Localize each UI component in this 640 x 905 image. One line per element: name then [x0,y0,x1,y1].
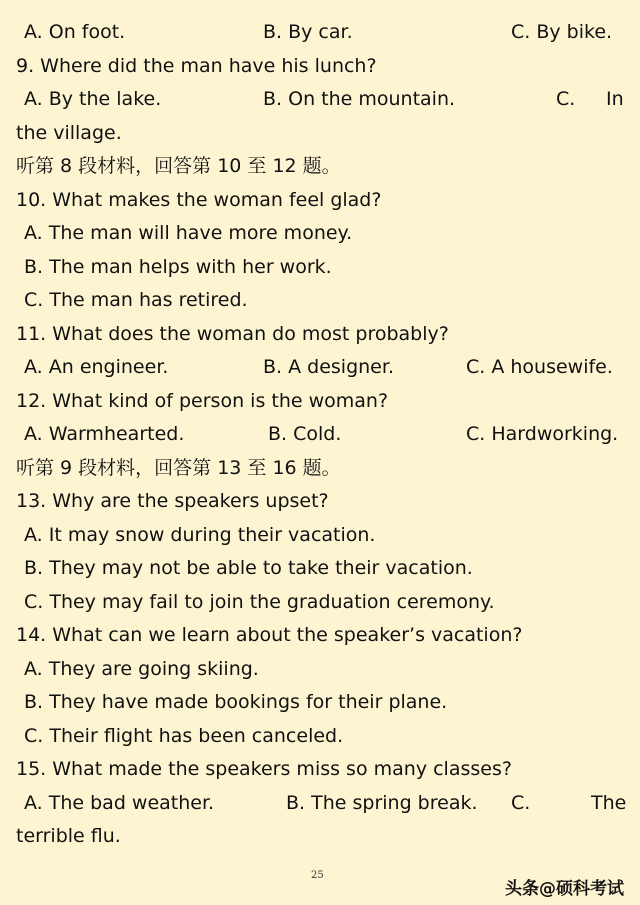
option-b: B. The man helps with her work. [24,255,332,278]
option-line [0,686,640,720]
option-c: C. Their flight has been canceled. [24,724,344,747]
question-12 [0,385,640,419]
question-text: 11. What does the woman do most probably? [16,322,449,345]
options-row-q15 [0,787,640,821]
option-a: A. The man will have more money. [24,222,353,244]
option-c-word: The [591,791,627,814]
section-text: 听第 8 段材料，回答第 10 至 12 题。 [16,155,341,177]
options-row-q9 [0,83,640,117]
question-13 [0,485,640,519]
option-c: C. They may fail to join the graduation ceremony. [24,590,495,613]
page-number: 25 [311,870,324,881]
question-9 [0,50,640,84]
question-text: 14. What can we learn about the speaker’s vacation? [16,624,523,646]
option-line [0,284,640,318]
options-row-q11 [0,351,640,385]
question-text: 10. What makes the woman feel glad? [16,188,382,211]
question-text: 12. What kind of person is the woman? [16,389,389,412]
option-c: C. A housewife. [466,356,613,378]
options-row-q12 [0,418,640,452]
section-heading-8 [0,150,640,184]
option-line [0,519,640,553]
option-a: A. They are going skiing. [24,657,259,680]
section-text: 听第 9 段材料，回答第 13 至 16 题。 [16,456,341,479]
question-11 [0,318,640,352]
option-a: A. It may snow during their vacation. [24,523,376,546]
watermark: 头条@硕科考试 [505,879,624,899]
section-heading-9 [0,452,640,486]
option-a: A. The bad weather. [24,791,215,814]
option-c: C. The man has retired. [24,289,248,311]
question-text: 9. Where did the man have his lunch? [16,54,377,77]
option-c: C. By bike. [511,21,613,43]
question-text: 15. What made the speakers miss so many classes? [16,758,512,780]
options-row-q8 [0,16,640,50]
question-10 [0,184,640,218]
option-b: B. They have made bookings for their plane. [24,691,448,713]
option-b: B. The spring break. [286,791,478,814]
option-line [0,217,640,251]
wrapped-text: the village. [16,121,122,144]
option-a: A. By the lake. [24,88,162,110]
option-line [0,653,640,687]
wrapped-line [0,117,640,151]
option-line [0,552,640,586]
option-b: B. Cold. [268,423,342,445]
option-c: C. [511,791,531,814]
option-b: B. A designer. [263,356,394,378]
option-c-word: In [606,88,624,110]
option-line [0,251,640,285]
wrapped-line [0,820,640,854]
question-text: 13. Why are the speakers upset? [16,490,329,512]
question-15 [0,753,640,787]
question-14 [0,619,640,653]
option-c: C. Hardworking. [466,423,619,445]
option-a: A. Warmhearted. [24,423,185,445]
option-a: A. On foot. [24,21,126,43]
option-b: B. They may not be able to take their vacation. [24,557,473,579]
option-line [0,586,640,620]
option-b: B. By car. [263,21,353,43]
option-a: A. An engineer. [24,356,169,378]
option-c: C. [556,88,576,110]
wrapped-text: terrible flu. [16,825,121,847]
option-b: B. On the mountain. [263,88,456,110]
option-line [0,720,640,754]
